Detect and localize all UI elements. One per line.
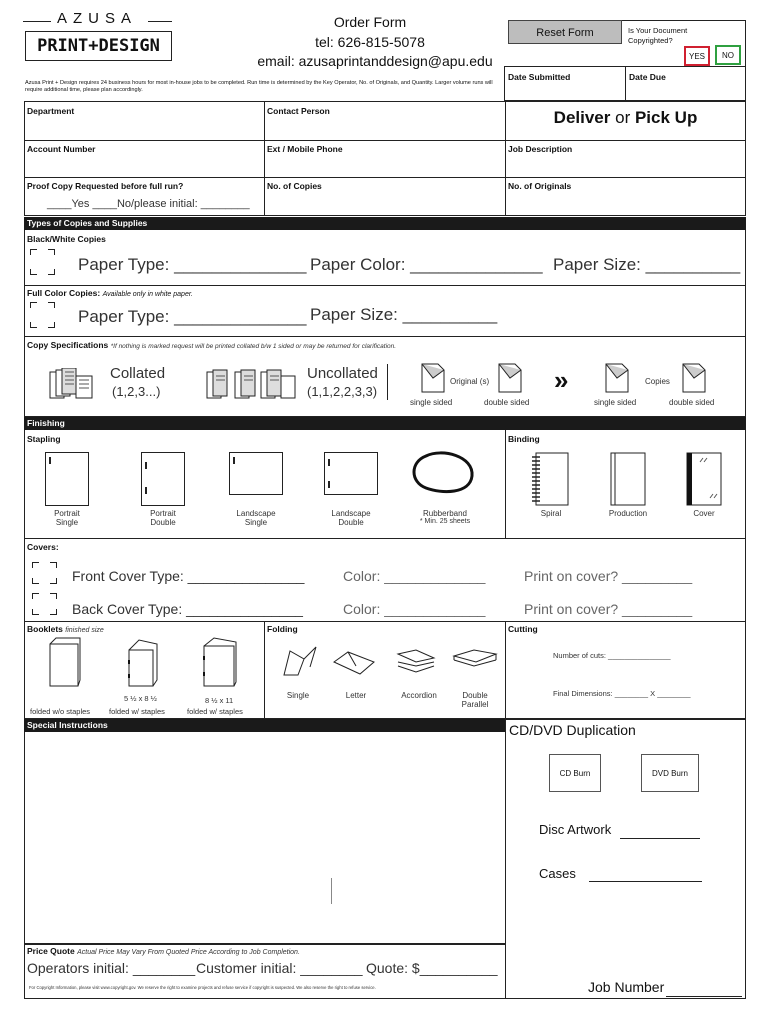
booklets-note: finished size [65, 627, 104, 634]
originals-label: Original (s) [450, 377, 490, 386]
deliver-or-pickup[interactable] [505, 108, 746, 128]
collated-label[interactable]: Collated [110, 365, 166, 382]
customer-initial[interactable]: Customer initial: ________ [196, 960, 363, 976]
copyright-yes-button[interactable]: YES [684, 46, 710, 66]
number-of-cuts[interactable]: Number of cuts: _______________ [553, 651, 671, 660]
staple-landscape-single[interactable] [229, 452, 283, 495]
color-paper-type[interactable]: Paper Type: ______________ [78, 307, 307, 326]
divider [24, 177, 746, 178]
date-submitted-label: Date Submitted [508, 72, 571, 82]
fold-letter-label: Letter [345, 691, 367, 700]
front-print-on-cover[interactable]: Print on cover? _________ [524, 568, 693, 584]
fold-single-label: Single [286, 691, 310, 700]
department-label: Department [27, 106, 75, 116]
ext-phone-label: Ext / Mobile Phone [267, 144, 343, 154]
back-print-on-cover[interactable]: Print on cover? _________ [524, 601, 693, 617]
staple-label-1: Portrait Single [54, 509, 80, 527]
back-cover-type[interactable]: Back Cover Type: _______________ [72, 601, 303, 617]
text-cursor [331, 878, 332, 904]
proof-copy-label: Proof Copy Requested before full run? [27, 181, 184, 191]
divider [625, 66, 626, 101]
reset-form-button[interactable]: Reset Form [508, 20, 622, 44]
fold-letter-icon[interactable] [332, 648, 376, 676]
fold-single-icon[interactable] [280, 645, 320, 677]
disc-artwork-label: Disc Artwork [539, 822, 612, 837]
staple-label-4: Landscape Double [331, 509, 371, 527]
job-description-label: Job Description [508, 144, 573, 154]
special-instructions-bar: Special Instructions [24, 719, 506, 732]
binding-label: Binding [508, 434, 540, 444]
cd-burn-button[interactable]: CD Burn [549, 754, 601, 792]
binding-cover-label: Cover [693, 509, 715, 518]
fold-accordion-icon[interactable] [396, 648, 436, 676]
email: email: azusaprintanddesign@apu.edu [257, 53, 493, 69]
copyright-box [622, 20, 746, 67]
production-binding-icon[interactable] [610, 452, 646, 506]
staple-label-5: Rubberband * Min. 25 sheets [419, 509, 471, 525]
cases-label: Cases [539, 866, 576, 881]
date-due-label: Date Due [629, 72, 666, 82]
uncollated-sub: (1,1,2,2,3,3) [307, 384, 378, 399]
back-cover-checkbox-right [38, 593, 50, 615]
front-cover-type[interactable]: Front Cover Type: _______________ [72, 568, 305, 584]
stapling-label: Stapling [27, 434, 61, 444]
quote-amount[interactable]: Quote: $__________ [366, 960, 498, 976]
booklet-size-2: 8 ½ x 11 [205, 696, 234, 705]
spiral-binding-icon[interactable] [530, 452, 570, 506]
fold-double-parallel-label: Double Parallel [461, 691, 489, 709]
uncollated-label[interactable]: Uncollated [307, 365, 378, 382]
original-single-icon[interactable] [420, 362, 446, 394]
copy-specs-header [27, 340, 396, 350]
booklet-no-staples-icon[interactable] [48, 636, 82, 688]
front-cover-color[interactable]: Color: _____________ [343, 568, 486, 584]
account-number-label: Account Number [27, 144, 96, 154]
booklet-caption-1: folded w/o staples [30, 707, 91, 716]
logo-bottom-text: PRINT+DESIGN [25, 31, 172, 61]
number-of-copies-label: No. of Copies [267, 181, 322, 191]
copies-label: Copies [645, 377, 670, 386]
order-form-title: Order Form [333, 14, 407, 30]
bw-checkbox-right [36, 249, 48, 275]
color-paper-size[interactable]: Paper Size: __________ [310, 305, 498, 324]
color-copies-label [27, 288, 193, 298]
divider [264, 101, 265, 216]
originals-double-label: double sided [484, 398, 530, 407]
copies-double-icon[interactable] [681, 362, 707, 394]
fold-accordion-label: Accordion [401, 691, 437, 700]
cases-line[interactable] [589, 881, 702, 882]
copies-single-label: single sided [594, 398, 637, 407]
types-of-copies-bar: Types of Copies and Supplies [24, 217, 746, 230]
disc-artwork-line[interactable] [620, 838, 700, 839]
special-instructions-area[interactable] [24, 732, 506, 944]
front-cover-checkbox-right [38, 562, 50, 584]
color-copies-note: Available only in white paper. [102, 291, 193, 298]
or-text: or [615, 108, 631, 127]
copyright-question: Is Your Document Copyrighted? [628, 26, 688, 45]
staple-label-3: Landscape Single [236, 509, 276, 527]
contact-person-label: Contact Person [267, 106, 330, 116]
staple-label-2: Portrait Double [150, 509, 176, 527]
cd-dvd-section [505, 719, 746, 999]
staple-landscape-double[interactable] [324, 452, 378, 495]
copyright-footer: For Copyright Information, please visit www.copyright.gov. We reserve the right to examine projects and refuse service if copyright is suspected. We also reserve the right to refuse service. [29, 985, 376, 990]
originals-single-label: single sided [410, 398, 453, 407]
copyright-no-button[interactable]: NO [715, 45, 741, 65]
booklets-label: Booklets [27, 624, 63, 634]
booklet-size-1: 5 ½ x 8 ½ [124, 694, 157, 703]
pickup-option[interactable]: Pick Up [634, 108, 698, 127]
staple-portrait-single[interactable] [45, 452, 89, 506]
deliver-option[interactable]: Deliver [553, 108, 611, 127]
staple-portrait-double[interactable] [141, 452, 185, 506]
collated-icon[interactable] [48, 368, 94, 402]
bw-copies-label: Black/White Copies [27, 234, 106, 244]
copy-specs-label: Copy Specifications [27, 340, 109, 350]
booklet-caption-3: folded w/ staples [187, 707, 243, 716]
uncollated-icon[interactable] [205, 368, 297, 402]
binding-spiral-label: Spiral [540, 509, 562, 518]
divider [505, 430, 506, 539]
divider [264, 621, 265, 719]
copy-specs-note: *If nothing is marked request will be printed collated b/w 1 sided or may be returned for clarification. [110, 343, 397, 350]
bw-paper-type[interactable]: Paper Type: ______________ [78, 255, 307, 274]
booklet-large-staples-icon[interactable] [200, 636, 240, 688]
job-number-line[interactable] [666, 996, 742, 997]
folding-label: Folding [267, 624, 298, 634]
copies-double-label: double sided [669, 398, 715, 407]
logo-line-left [23, 21, 51, 22]
divider [24, 140, 746, 141]
divider [505, 621, 506, 719]
original-double-icon[interactable] [497, 362, 523, 394]
booklet-small-staples-icon[interactable] [125, 636, 159, 688]
booklets-header [27, 624, 104, 634]
color-copies-title: Full Color Copies: [27, 288, 101, 298]
copies-single-icon[interactable] [604, 362, 630, 394]
operators-initial[interactable]: Operators initial: ________ [27, 960, 196, 976]
final-dimensions[interactable]: Final Dimensions: ________ X ________ [553, 689, 691, 698]
divider [387, 364, 388, 400]
notice-text: Azusa Print + Design requires 24 business hours for most in-house jobs to be completed. Run time is determined by the Key Operator, No. of Originals, and Quantity. Larger volume runs will require additional time, please plan accordingly. [25, 80, 493, 93]
fold-double-parallel-icon[interactable] [452, 648, 498, 672]
logo [20, 10, 175, 66]
number-of-originals-label: No. of Originals [508, 181, 572, 191]
finishing-bar: Finishing [24, 417, 746, 430]
arrow-icon: » [554, 365, 569, 395]
divider [24, 285, 746, 286]
cutting-label: Cutting [508, 624, 538, 634]
color-checkbox-right [36, 302, 48, 328]
price-quote-note: Actual Price May Vary From Quoted Price According to Job Completion. [77, 949, 300, 956]
back-cover-color[interactable]: Color: _____________ [343, 601, 486, 617]
cover-binding-icon[interactable] [686, 452, 722, 506]
dvd-burn-button[interactable]: DVD Burn [641, 754, 699, 792]
bw-paper-color[interactable]: Paper Color: ______________ [310, 255, 543, 274]
binding-production-label: Production [608, 509, 648, 518]
telephone: tel: 626-815-5078 [315, 34, 425, 50]
price-quote-header [27, 946, 300, 956]
logo-top-text: AZUSA [57, 10, 138, 27]
logo-line-right [148, 21, 172, 22]
booklet-caption-2: folded w/ staples [109, 707, 165, 716]
proof-copy-options[interactable]: ____Yes ____No/please initial: ________ [47, 198, 250, 210]
covers-label: Covers: [27, 542, 59, 552]
bw-paper-size[interactable]: Paper Size: __________ [553, 255, 741, 274]
rubberband-icon[interactable] [412, 450, 476, 496]
cd-dvd-title: CD/DVD Duplication [509, 722, 636, 738]
collated-sub: (1,2,3...) [112, 384, 161, 399]
price-quote-label: Price Quote [27, 946, 75, 956]
job-number-label: Job Number [588, 979, 665, 995]
